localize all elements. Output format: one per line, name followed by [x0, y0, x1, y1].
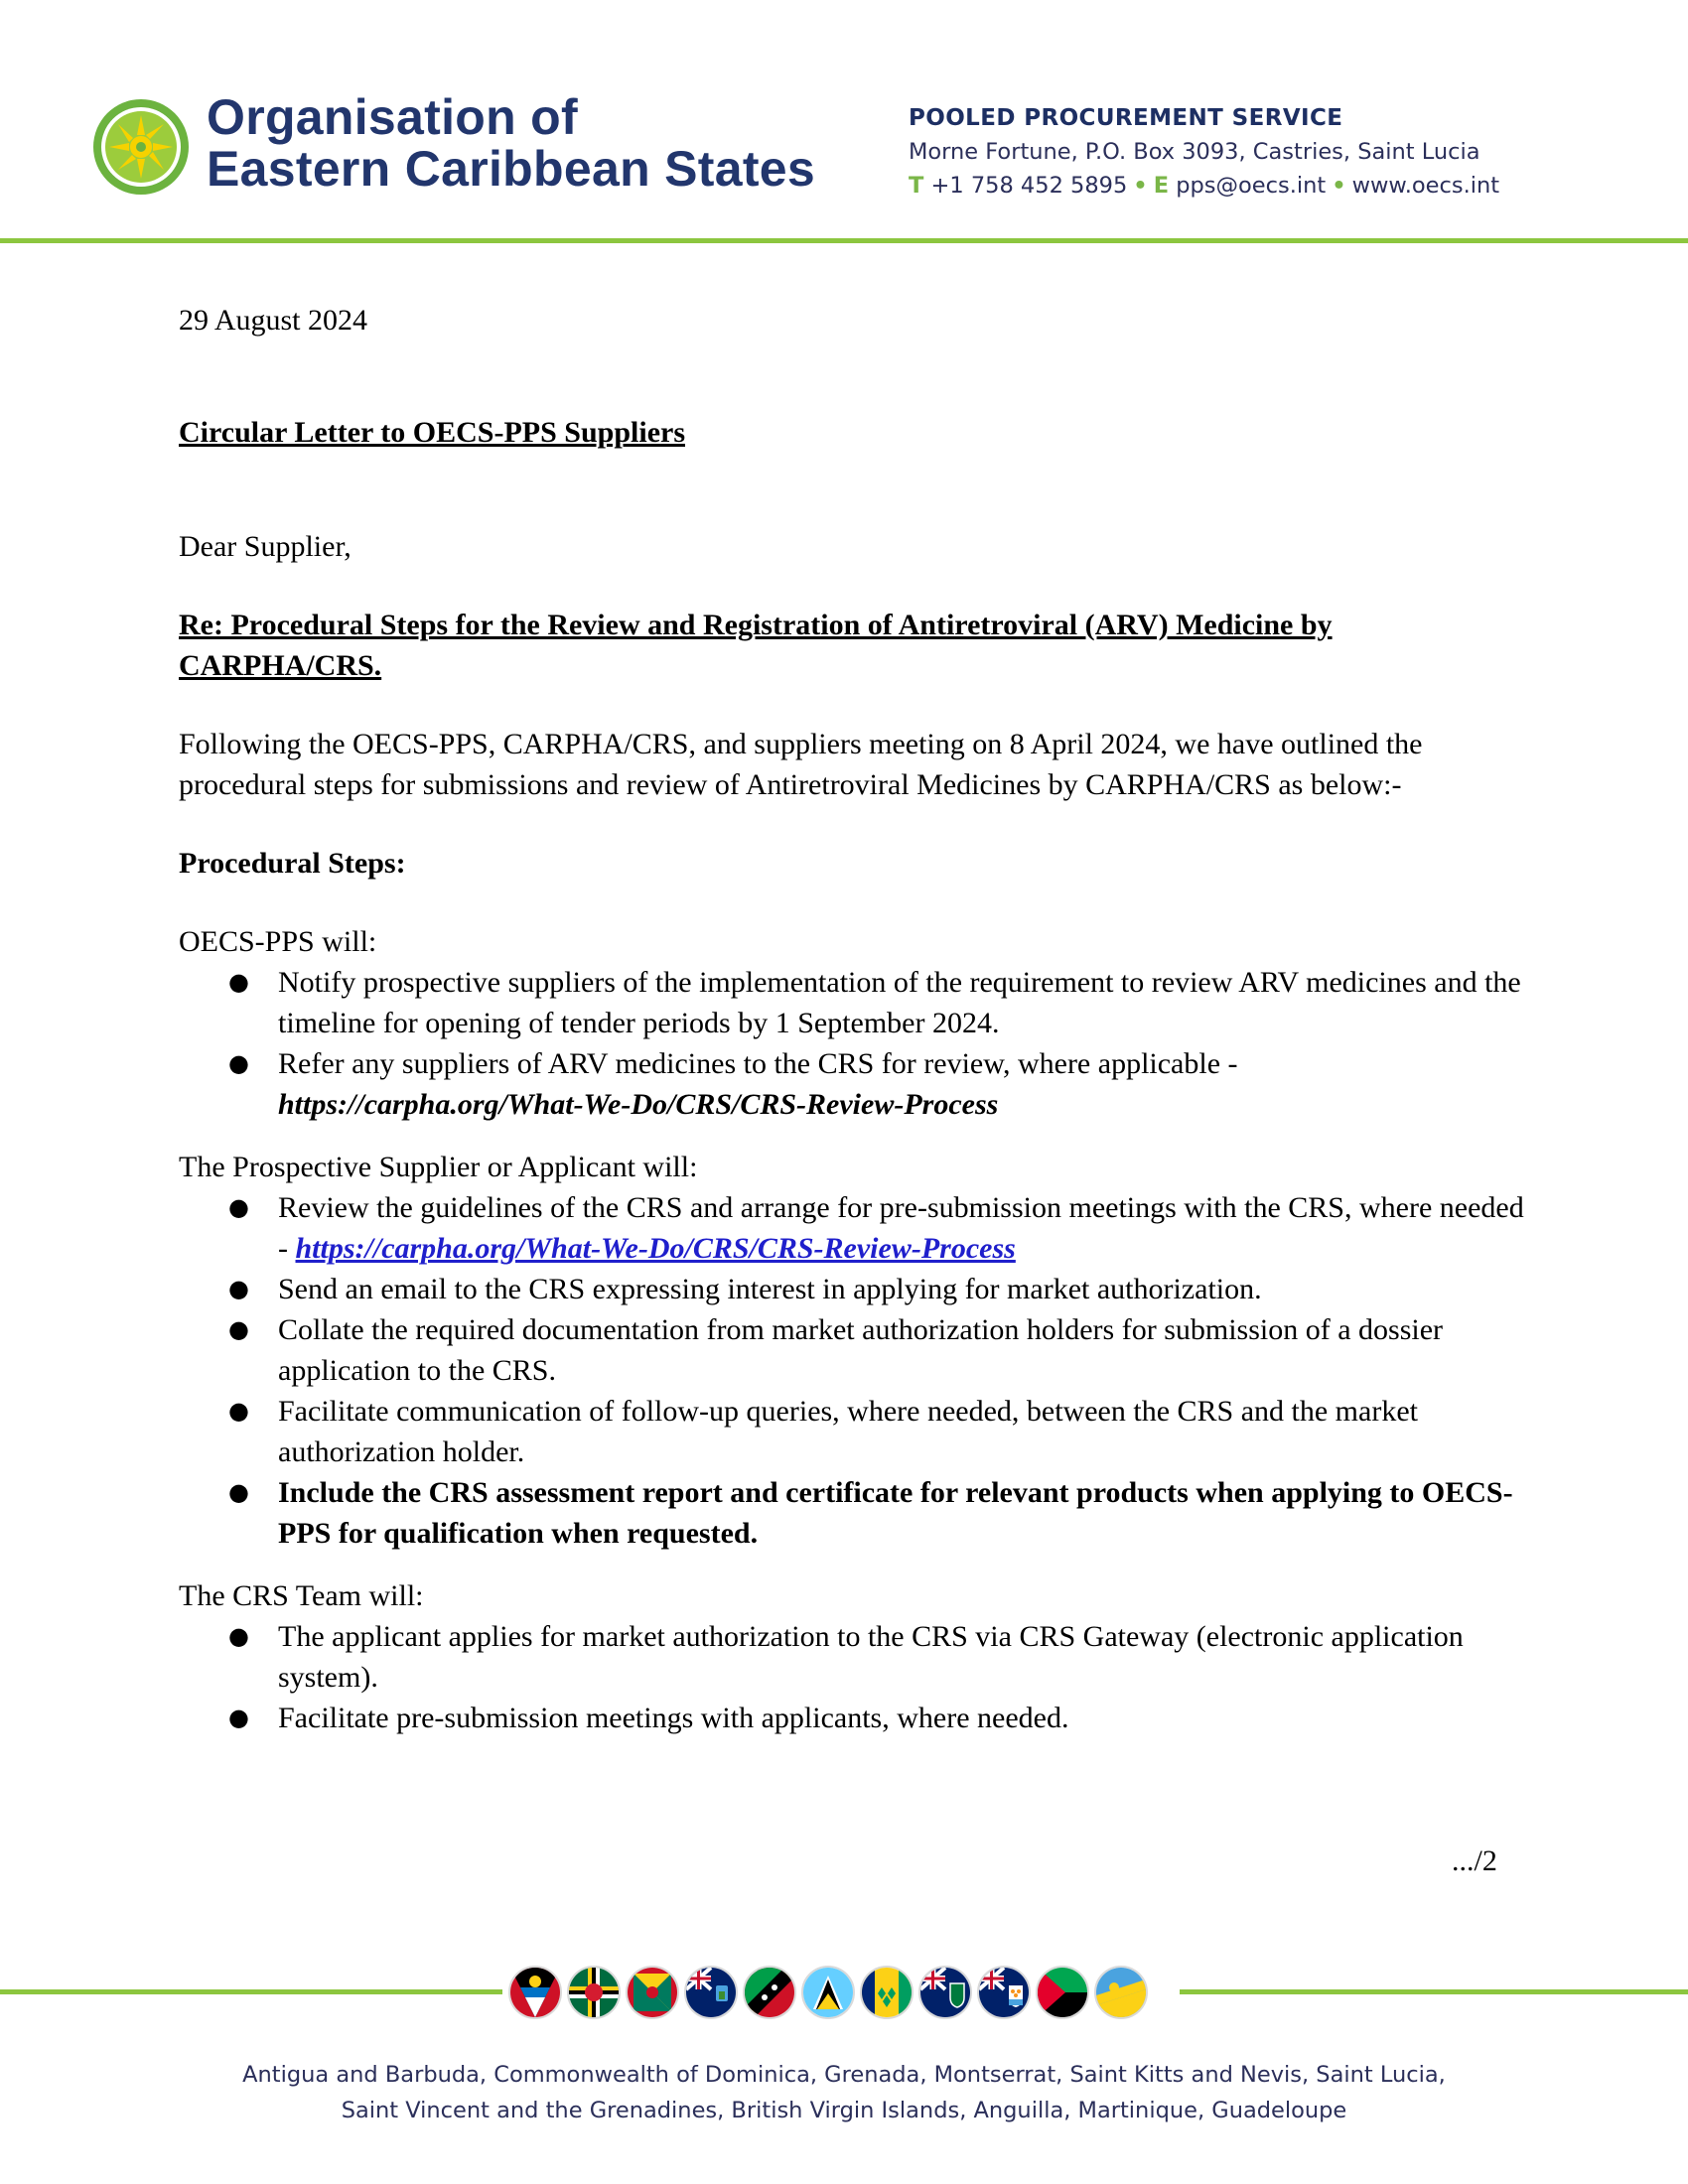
circular-title: Circular Letter to OECS-PPS Suppliers — [179, 416, 685, 449]
page-continuation: .../2 — [1452, 1844, 1497, 1877]
supplier-steps-list — [179, 1187, 1529, 1554]
member-flags — [508, 1966, 1148, 2019]
list-item — [179, 1043, 1529, 1125]
email-address[interactable]: pps@oecs.int — [1176, 173, 1327, 199]
list-item: ● Facilitate pre-submission meetings with applicants, where needed. — [179, 1698, 1529, 1738]
oecs-sun-logo-icon — [91, 97, 191, 197]
address-line: Morne Fortune, P.O. Box 3093, Castries, Saint Lucia — [909, 139, 1480, 165]
dominica-flag-icon — [567, 1966, 621, 2019]
email-label: E — [1153, 173, 1170, 199]
list-item: ● Send an email to the CRS expressing interest in applying for market authorization. — [179, 1269, 1529, 1309]
letter-body — [179, 300, 1529, 1760]
antigua-flag-icon — [508, 1966, 562, 2019]
footer-divider-left — [0, 1989, 502, 1994]
list-item-text: Refer any suppliers of ARV medicines to the CRS for review, where applicable - — [278, 1047, 1238, 1080]
bvi-flag-icon — [918, 1966, 972, 2019]
crs-review-url[interactable]: https://carpha.org/What-We-Do/CRS/CRS-Review-Process — [278, 1088, 999, 1121]
saint-vincent-flag-icon — [860, 1966, 914, 2019]
contact-block — [909, 101, 1499, 203]
crs-steps-list — [179, 1616, 1529, 1738]
org-name-line1: Organisation of — [207, 89, 578, 145]
countries-line1: Antigua and Barbuda, Commonwealth of Dominica, Grenada, Montserrat, Saint Kitts and Nevis, Saint Lucia, — [242, 2062, 1446, 2088]
steps-heading: Procedural Steps: — [179, 847, 406, 880]
saint-lucia-flag-icon — [801, 1966, 855, 2019]
website-link[interactable]: www.oecs.int — [1351, 173, 1500, 199]
salutation: Dear Supplier, — [179, 530, 352, 563]
countries-line2: Saint Vincent and the Grenadines, British Virgin Islands, Anguilla, Martinique, Guadeloupe — [341, 2098, 1347, 2123]
supplier-group-title: The Prospective Supplier or Applicant will: — [179, 1151, 698, 1183]
martinique-flag-icon — [1036, 1966, 1089, 2019]
crs-group-title: The CRS Team will: — [179, 1579, 424, 1612]
separator-dot: • — [1133, 173, 1148, 199]
header-divider — [0, 238, 1688, 243]
list-item: ● Collate the required documentation from market authorization holders for submission of a dossier application to the CRS. — [179, 1309, 1529, 1391]
grenada-flag-icon — [626, 1966, 679, 2019]
org-name-line2: Eastern Caribbean States — [207, 141, 815, 197]
intro-paragraph: Following the OECS-PPS, CARPHA/CRS, and suppliers meeting on 8 April 2024, we have outlined the procedural steps for submissions and review of Antiretroviral Medicines by CARPHA/CRS as below:- — [179, 728, 1423, 801]
oecs-steps-list — [179, 962, 1529, 1125]
footer-divider-right — [1180, 1989, 1688, 1994]
member-states-list — [0, 2057, 1688, 2128]
list-item: ● The applicant applies for market authorization to the CRS via CRS Gateway (electronic application system). — [179, 1616, 1529, 1698]
guadeloupe-flag-icon — [1094, 1966, 1148, 2019]
separator-dot: • — [1332, 173, 1346, 199]
subject-line: Re: Procedural Steps for the Review and Registration of Antiretroviral (ARV) Medicine by CARPHA/CRS. — [179, 609, 1333, 682]
oecs-group-title: OECS-PPS will: — [179, 925, 377, 958]
contact-line — [909, 169, 1499, 203]
list-item: ● Facilitate communication of follow-up queries, where needed, between the CRS and the market authorization holder. — [179, 1391, 1529, 1472]
organisation-name — [207, 91, 815, 195]
letter-date: 29 August 2024 — [179, 304, 368, 337]
tel-number: +1 758 452 5895 — [930, 173, 1128, 199]
list-item: ● Include the CRS assessment report and certificate for relevant products when applying to OECS-PPS for qualification when requested. — [179, 1472, 1529, 1554]
letterhead — [0, 0, 1688, 248]
list-item-text: Review the guidelines of the CRS and arrange for pre-submission meetings with the CRS, where needed - — [278, 1191, 1524, 1265]
montserrat-flag-icon — [684, 1966, 738, 2019]
crs-review-link[interactable]: https://carpha.org/What-We-Do/CRS/CRS-Review-Process — [295, 1232, 1016, 1265]
list-item — [179, 1187, 1529, 1269]
saint-kitts-flag-icon — [743, 1966, 796, 2019]
service-name: POOLED PROCUREMENT SERVICE — [909, 105, 1343, 131]
list-item: ● Notify prospective suppliers of the implementation of the requirement to review ARV medicines and the timeline for opening of tender periods by 1 September 2024. — [179, 962, 1529, 1043]
anguilla-flag-icon — [977, 1966, 1031, 2019]
tel-label: T — [909, 173, 924, 199]
